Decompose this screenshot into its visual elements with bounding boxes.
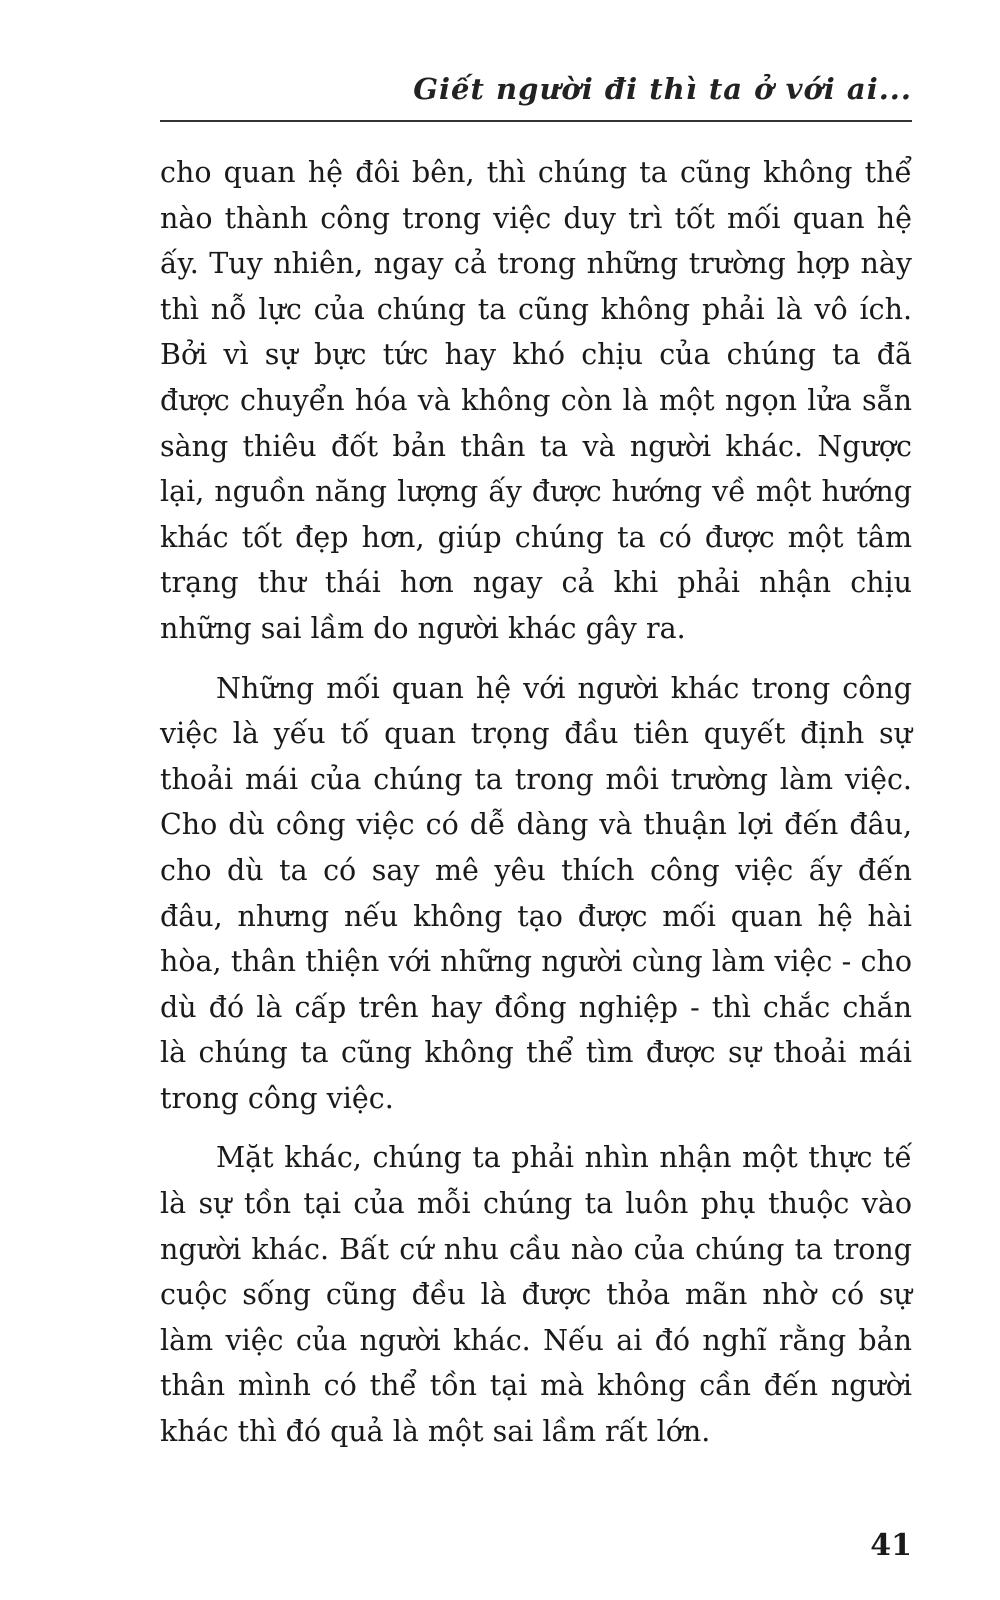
paragraph: Những mối quan hệ với người khác trong công việc là yếu tố quan trọng đầu tiên quyết định sự thoải mái của chúng ta trong môi trường làm việc. Cho dù công việc có dễ dàng và thuận lợi đến đâu, cho dù ta có say mê yêu thích công việc ấy đến đâu, nhưng nếu không tạo được mối quan hệ hài hòa, thân thiện với những người cùng làm việc - cho dù đó là cấp trên hay đồng nghiệp - thì chắc chắn là chúng ta cũng không thể tìm được sự thoải mái trong công việc. (160, 671, 912, 1115)
body-text (160, 150, 912, 1469)
paragraph: Mặt khác, chúng ta phải nhìn nhận một thực tế là sự tồn tại của mỗi chúng ta luôn phụ thuộc vào người khác. Bất cứ nhu cầu nào của chúng ta trong cuộc sống cũng đều là được thỏa mãn nhờ có sự làm việc của người khác. Nếu ai đó nghĩ rằng bản thân mình có thể tồn tại mà không cần đến người khác thì đó quả là một sai lầm rất lớn. (160, 1141, 912, 1449)
header-divider (160, 120, 912, 122)
page-number: 41 (870, 1528, 912, 1563)
running-header-title: Giết người đi thì ta ở với ai... (413, 72, 912, 106)
paragraph-continued: cho quan hệ đôi bên, thì chúng ta cũng không thể nào thành công trong việc duy trì tốt mối quan hệ ấy. Tuy nhiên, ngay cả trong những trường hợp này thì nỗ lực của chúng ta cũng không phải là vô ích. Bởi vì sự bực tức hay khó chịu của chúng ta đã được chuyển hóa và không còn là một ngọn lửa sẵn sàng thiêu đốt bản thân ta và người khác. Ngược lại, nguồn năng lượng ấy được hướng về một hướng khác tốt đẹp hơn, giúp chúng ta có được một tâm trạng thư thái hơn ngay cả khi phải nhận chịu những sai lầm do người khác gây ra. (160, 156, 912, 645)
